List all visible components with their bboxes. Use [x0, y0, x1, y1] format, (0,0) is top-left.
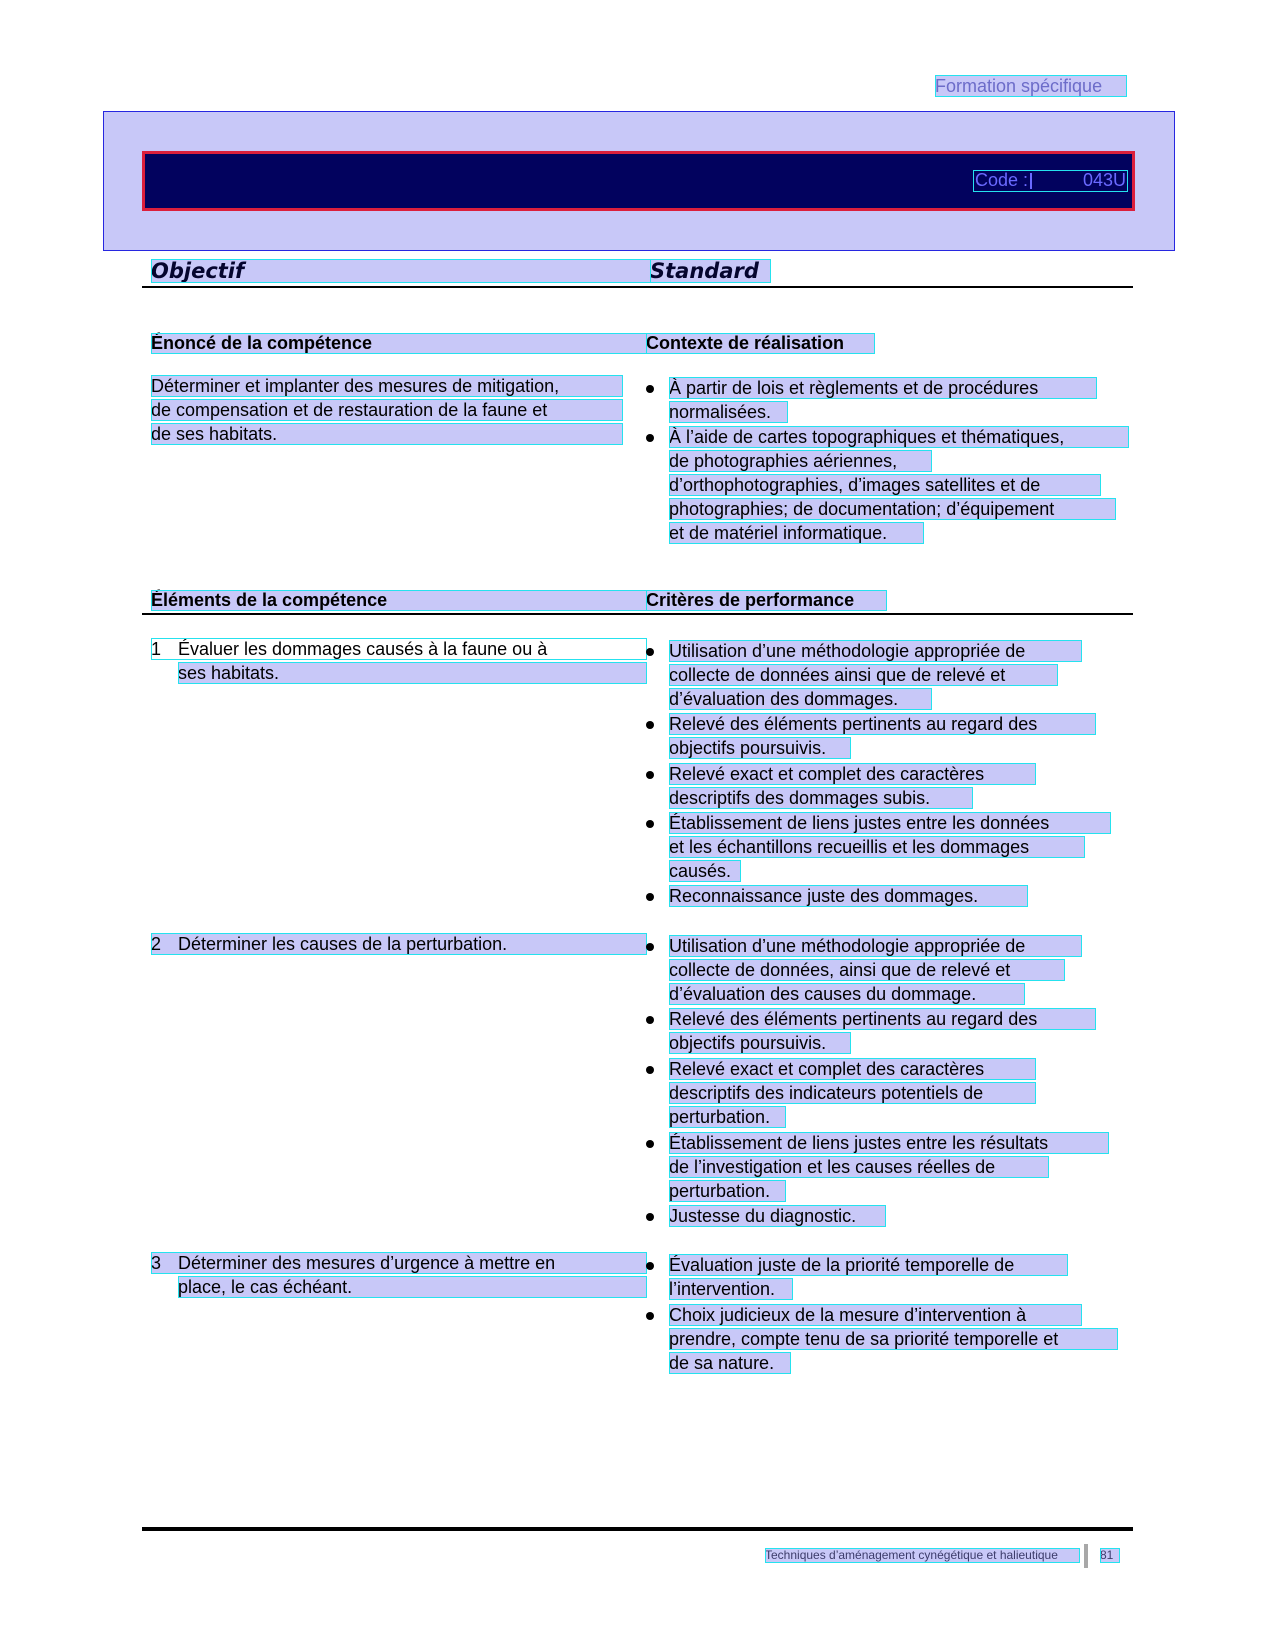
element-line: Évaluer les dommages causés à la faune ou à — [178, 639, 548, 659]
criterion-line: collecte de données, ainsi que de relevé et — [669, 959, 1065, 981]
criterion-line: Relevé des éléments pertinents au regard des — [669, 1008, 1096, 1030]
contexte-line: et de matériel informatique. — [669, 522, 924, 544]
element-line: Déterminer des mesures d’urgence à mettre en — [178, 1253, 556, 1273]
bullet-icon — [646, 1213, 654, 1221]
criterion-line: descriptifs des indicateurs potentiels de — [669, 1082, 1036, 1104]
elements-rule — [142, 613, 1133, 615]
bullet-icon — [646, 721, 654, 729]
criterion-line: Justesse du diagnostic. — [669, 1205, 886, 1227]
bullet-icon — [646, 648, 654, 656]
bullet-icon — [646, 1262, 654, 1270]
criterion-line: d’évaluation des dommages. — [669, 688, 932, 710]
enonce-heading: Énoncé de la compétence — [151, 333, 647, 354]
code-bar — [142, 151, 1135, 211]
bullet-icon — [646, 820, 654, 828]
code-box — [973, 170, 1128, 192]
header-banner — [103, 111, 1175, 251]
bullet-icon — [646, 1140, 654, 1148]
contexte-line: photographies; de documentation; d’équipement — [669, 498, 1116, 520]
page-number: 81 — [1100, 1548, 1120, 1563]
element-line: place, le cas échéant. — [178, 1276, 647, 1298]
element-number: 1 — [151, 639, 162, 659]
criterion-line: Reconnaissance juste des dommages. — [669, 885, 1028, 907]
contexte-line: normalisées. — [669, 401, 788, 423]
criterion-line: objectifs poursuivis. — [669, 1032, 851, 1054]
criterion-line: prendre, compte tenu de sa priorité temporelle et — [669, 1328, 1118, 1350]
code-label: Code : — [975, 170, 1029, 190]
formation-label: Formation spécifique — [935, 75, 1127, 97]
bullet-icon — [646, 1016, 654, 1024]
elements-heading: Éléments de la compétence — [151, 590, 647, 611]
bullet-icon — [646, 943, 654, 951]
footer-separator — [1084, 1544, 1088, 1568]
criterion-line: et les échantillons recueillis et les dommages — [669, 836, 1085, 858]
criterion-line: Choix judicieux de la mesure d’intervention à — [669, 1304, 1082, 1326]
criterion-line: perturbation. — [669, 1180, 786, 1202]
contexte-line: d’orthophotographies, d’images satellites et de — [669, 474, 1101, 496]
contexte-heading: Contexte de réalisation — [646, 333, 875, 354]
criterion-line: descriptifs des dommages subis. — [669, 787, 973, 809]
criterion-line: Utilisation d’une méthodologie appropriée de — [669, 935, 1082, 957]
element-number: 3 — [151, 1253, 162, 1273]
element-line: Déterminer les causes de la perturbation. — [178, 934, 508, 954]
footer-title: Techniques d’aménagement cynégétique et halieutique — [765, 1548, 1080, 1563]
bullet-icon — [646, 893, 654, 901]
criterion-line: Établissement de liens justes entre les données — [669, 812, 1111, 834]
standard-heading: Standard — [650, 259, 771, 283]
criterion-line: Évaluation juste de la priorité temporelle de — [669, 1254, 1068, 1276]
criterion-line: objectifs poursuivis. — [669, 737, 851, 759]
bullet-icon — [646, 771, 654, 779]
criterion-line: Utilisation d’une méthodologie appropriée de — [669, 640, 1082, 662]
criterion-line: d’évaluation des causes du dommage. — [669, 983, 1025, 1005]
bullet-icon — [646, 1312, 654, 1320]
criterion-line: Établissement de liens justes entre les résultats — [669, 1132, 1109, 1154]
objectif-heading: Objectif — [151, 259, 691, 283]
bullet-icon — [646, 434, 654, 442]
criterion-line: Relevé exact et complet des caractères — [669, 1058, 1036, 1080]
enonce-line: Déterminer et implanter des mesures de mitigation, — [151, 375, 623, 397]
criterion-line: collecte de données ainsi que de relevé et — [669, 664, 1058, 686]
criteres-heading: Critères de performance — [646, 590, 887, 611]
criterion-line: Relevé des éléments pertinents au regard des — [669, 713, 1096, 735]
element-number: 2 — [151, 934, 162, 954]
header-rule — [142, 286, 1133, 288]
criterion-line: causés. — [669, 860, 741, 882]
footer-rule — [142, 1527, 1133, 1531]
enonce-line: de compensation et de restauration de la faune et — [151, 399, 623, 421]
contexte-line: de photographies aériennes, — [669, 450, 932, 472]
criterion-line: de l’investigation et les causes réelles de — [669, 1156, 1049, 1178]
criterion-line: Relevé exact et complet des caractères — [669, 763, 1036, 785]
criterion-line: perturbation. — [669, 1106, 786, 1128]
bullet-icon — [646, 385, 654, 393]
criterion-line: l’intervention. — [669, 1278, 793, 1300]
contexte-line: À partir de lois et règlements et de procédures — [669, 377, 1097, 399]
bullet-icon — [646, 1066, 654, 1074]
code-value: 043U — [1082, 170, 1126, 190]
criterion-line: de sa nature. — [669, 1352, 791, 1374]
enonce-line: de ses habitats. — [151, 423, 623, 445]
element-line: ses habitats. — [178, 662, 647, 684]
contexte-line: À l’aide de cartes topographiques et thématiques, — [669, 426, 1129, 448]
code-separator — [1030, 173, 1032, 189]
